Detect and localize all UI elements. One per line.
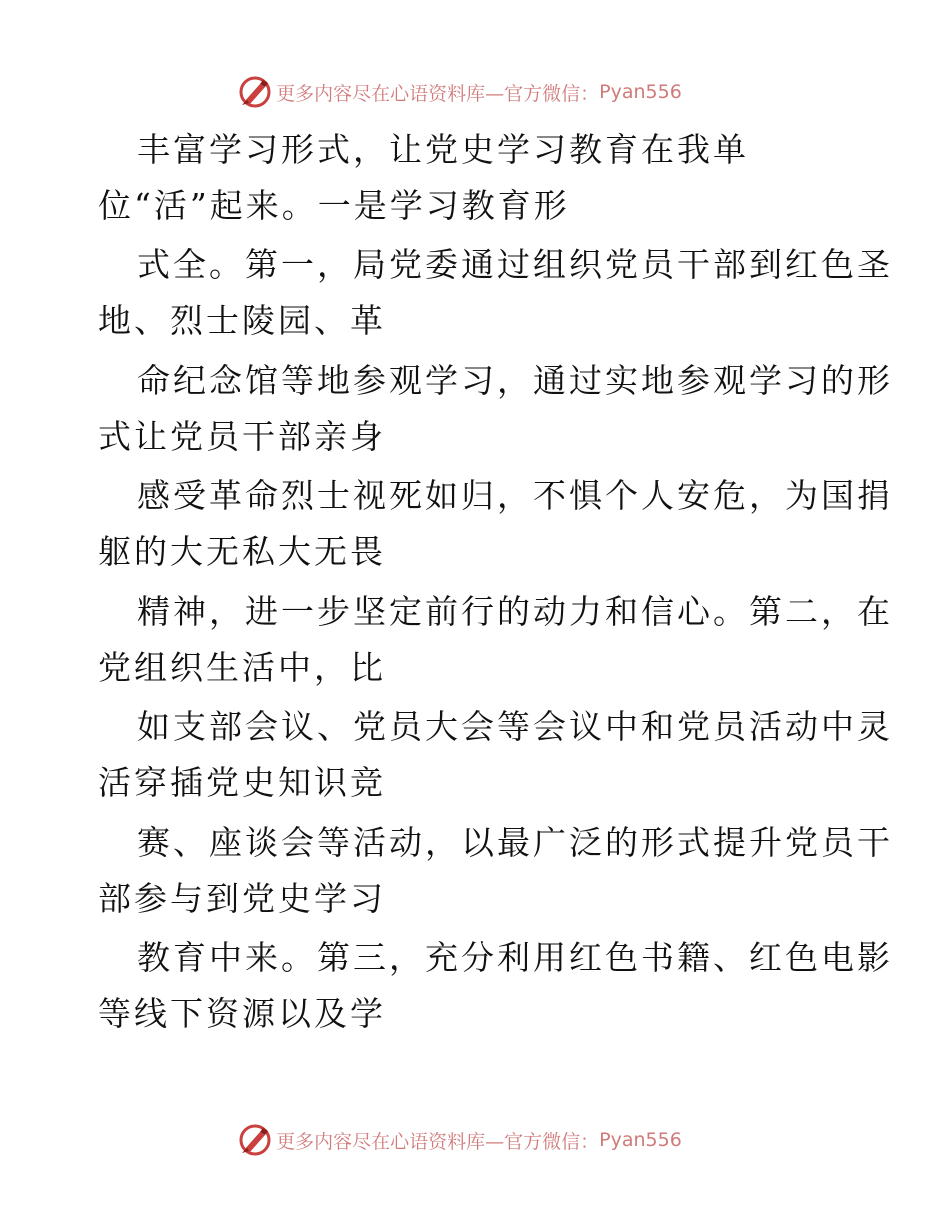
text-line: 丰富学习形式，让党史学习教育在我单 bbox=[137, 130, 749, 169]
text-line: 感受革命烈士视死如归，不惧个人安危，为国捐 bbox=[137, 476, 893, 515]
text-line: 式让党员干部亲身 bbox=[98, 417, 386, 456]
text-line: 地、烈士陵园、革 bbox=[98, 301, 386, 340]
footer-watermark bbox=[0, 1120, 950, 1160]
header-watermark bbox=[0, 72, 950, 112]
text-line: 部参与到党史学习 bbox=[98, 879, 386, 918]
text-line: 精神，进一步坚定前行的动力和信心。第二，在 bbox=[137, 592, 893, 631]
text-line: 如支部会议、党员大会等会议中和党员活动中灵 bbox=[137, 707, 893, 746]
pen-logo-icon bbox=[238, 1123, 272, 1157]
text-line: 赛、座谈会等活动，以最广泛的形式提升党员干 bbox=[137, 823, 893, 862]
text-line: 等线下资源以及学 bbox=[98, 994, 386, 1033]
text-line: 位“活”起来。一是学习教育形 bbox=[98, 186, 570, 225]
text-line: 教育中来。第三，充分利用红色书籍、红色电影 bbox=[137, 938, 893, 977]
pen-logo-icon bbox=[238, 75, 272, 109]
text-line: 躯的大无私大无畏 bbox=[98, 532, 386, 571]
text-line: 党组织生活中，比 bbox=[98, 648, 386, 687]
text-line: 活穿插党史知识竞 bbox=[98, 763, 386, 802]
watermark-wechat-id: Pyan556 bbox=[599, 1129, 682, 1151]
watermark-text: 更多内容尽在心语资料库—官方微信： bbox=[276, 1130, 600, 1153]
text-line: 命纪念馆等地参观学习，通过实地参观学习的形 bbox=[137, 361, 893, 400]
watermark-wechat-id: Pyan556 bbox=[599, 81, 682, 103]
watermark-text: 更多内容尽在心语资料库—官方微信： bbox=[276, 82, 600, 105]
text-line: 式全。第一，局党委通过组织党员干部到红色圣 bbox=[137, 245, 893, 284]
